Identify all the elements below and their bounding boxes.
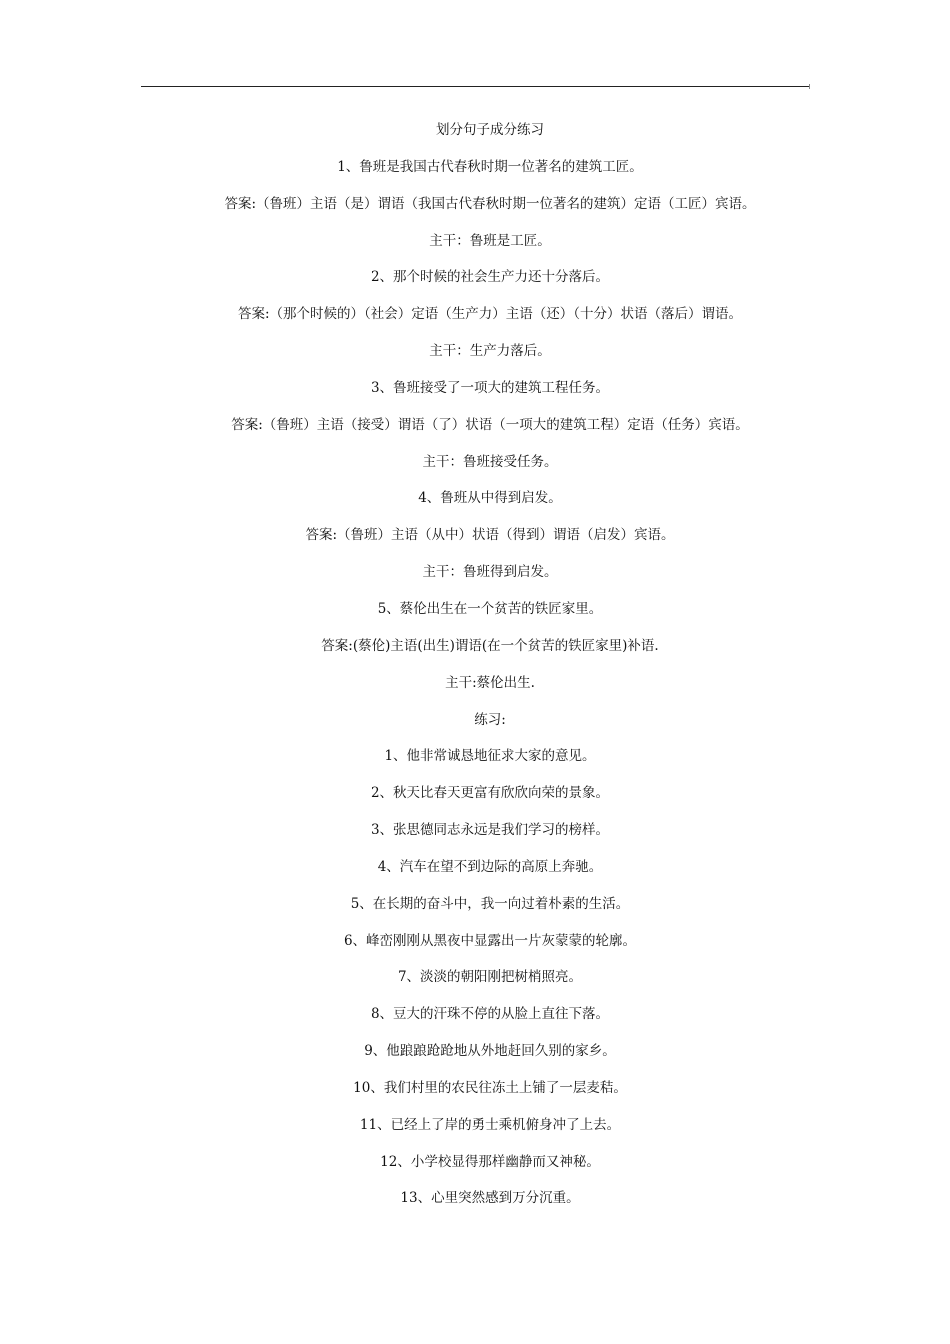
example-answer: 答案:（鲁班）主语（是）谓语（我国古代春秋时期一位著名的建筑）定语（工匠）宾语。 [224, 195, 756, 212]
exercise-item: 7、淡淡的朝阳刚把树梢照亮。 [397, 969, 583, 986]
example-question: 4、鲁班从中得到启发。 [418, 490, 562, 507]
exercise-item: 6、峰峦刚刚从黑夜中显露出一片灰蒙蒙的轮廓。 [343, 932, 637, 949]
example-answer: 答案:（鲁班）主语（接受）谓语（了）状语（一项大的建筑工程）定语（任务）宾语。 [231, 416, 749, 433]
example-answer: 答案:（鲁班）主语（从中）状语（得到）谓语（启发）宾语。 [305, 527, 675, 544]
example-trunk: 主干：生产力落后。 [429, 343, 551, 360]
example-question: 5、蔡伦出生在一个贫苦的铁匠家里。 [377, 600, 603, 617]
example-trunk: 主干：鲁班得到启发。 [422, 564, 558, 581]
example-question: 1、鲁班是我国古代春秋时期一位著名的建筑工匠。 [337, 158, 643, 175]
exercise-item: 3、张思德同志永远是我们学习的榜样。 [370, 822, 610, 839]
exercise-item: 5、在长期的奋斗中，我一向过着朴素的生活。 [350, 895, 630, 912]
document-body [0, 117, 950, 1222]
example-trunk: 主干：鲁班是工匠。 [429, 232, 551, 249]
exercise-item: 10、我们村里的农民往冻土上铺了一层麦秸。 [353, 1079, 627, 1096]
exercise-item: 8、豆大的汗珠不停的从脸上直往下落。 [370, 1006, 610, 1023]
example-trunk: 主干：鲁班接受任务。 [422, 453, 558, 470]
example-trunk: 主干:蔡伦出生. [445, 674, 535, 691]
example-question: 2、那个时候的社会生产力还十分落后。 [370, 269, 610, 286]
exercise-item: 1、他非常诚恳地征求大家的意见。 [384, 748, 596, 765]
example-question: 3、鲁班接受了一项大的建筑工程任务。 [370, 379, 610, 396]
exercise-heading: 练习: [474, 711, 506, 728]
exercise-item: 12、小学校显得那样幽静而又神秘。 [380, 1153, 600, 1170]
header-rule-end-mark [809, 84, 810, 89]
document-title: 划分句子成分练习 [436, 122, 544, 138]
example-answer: 答案:（那个时候的）（社会）定语（生产力）主语（还）（十分）状语（落后）谓语。 [237, 306, 743, 323]
exercise-item: 13、心里突然感到万分沉重。 [400, 1190, 580, 1207]
exercise-item: 11、已经上了岸的勇士乘机俯身冲了上去。 [359, 1116, 621, 1133]
exercise-item: 9、他踉踉跄跄地从外地赶回久别的家乡。 [364, 1043, 616, 1060]
exercise-item: 2、秋天比春天更富有欣欣向荣的景象。 [370, 785, 610, 802]
example-answer: 答案:(蔡伦)主语(出生)谓语(在一个贫苦的铁匠家里)补语. [321, 637, 659, 654]
header-rule [141, 86, 809, 87]
exercise-item: 4、汽车在望不到边际的高原上奔驰。 [377, 858, 603, 875]
